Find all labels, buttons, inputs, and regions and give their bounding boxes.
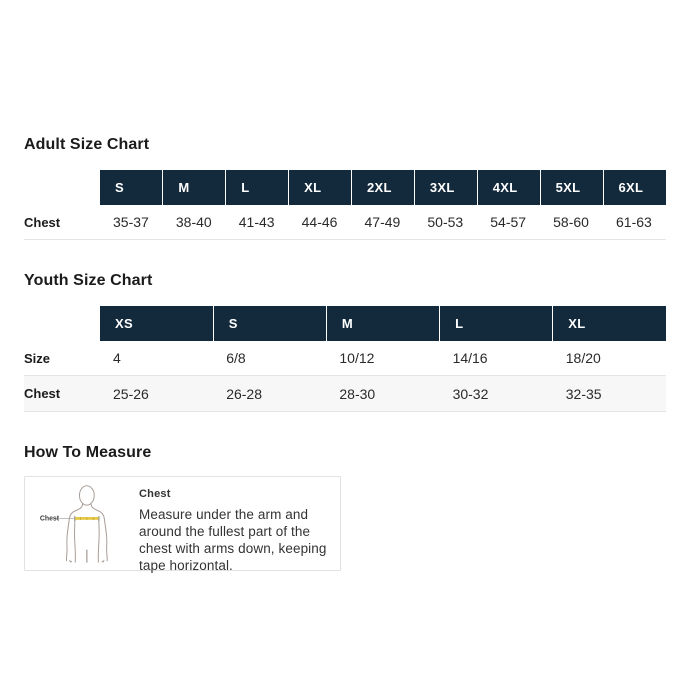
size-value-cell: 41-43 — [226, 205, 289, 240]
adult-size-table-header — [24, 170, 666, 205]
size-value-cell: 38-40 — [163, 205, 226, 240]
size-value-cell: 14/16 — [440, 341, 553, 376]
adult-size-table — [24, 170, 666, 240]
column-header-xl: XL — [289, 170, 352, 205]
size-value-cell: 35-37 — [100, 205, 163, 240]
measure-instruction-card — [24, 476, 341, 571]
column-header-2xl: 2XL — [352, 170, 415, 205]
column-header-xl: XL — [553, 306, 666, 341]
size-value-cell: 30-32 — [440, 376, 553, 412]
figure-chest-label: Chest — [39, 515, 60, 523]
size-value-cell: 44-46 — [289, 205, 352, 240]
size-value-cell: 28-30 — [326, 376, 439, 412]
column-header-xs: XS — [100, 306, 213, 341]
size-value-cell: 18/20 — [553, 341, 666, 376]
how-to-measure-title: How To Measure — [24, 444, 152, 461]
body-measurement-figure-icon — [39, 483, 131, 564]
table-row-size — [24, 341, 666, 376]
chest-tape-line — [55, 516, 100, 521]
size-value-cell: 26-28 — [213, 376, 326, 412]
youth-size-table-header — [24, 306, 666, 341]
size-value-cell: 47-49 — [352, 205, 415, 240]
column-header-5xl: 5XL — [540, 170, 603, 205]
column-header-m: M — [163, 170, 226, 205]
table-row-chest — [24, 376, 666, 412]
adult-size-chart-title: Adult Size Chart — [24, 136, 150, 153]
column-header-3xl: 3XL — [414, 170, 477, 205]
column-header-l: L — [226, 170, 289, 205]
corner-cell — [24, 170, 100, 205]
size-value-cell: 50-53 — [414, 205, 477, 240]
column-header-l: L — [440, 306, 553, 341]
size-value-cell: 32-35 — [553, 376, 666, 412]
table-row-chest — [24, 205, 666, 240]
size-value-cell: 6/8 — [213, 341, 326, 376]
size-value-cell: 10/12 — [326, 341, 439, 376]
row-label: Chest — [24, 205, 100, 240]
size-value-cell: 54-57 — [477, 205, 540, 240]
row-label: Chest — [24, 376, 100, 412]
column-header-m: M — [326, 306, 439, 341]
size-value-cell: 58-60 — [540, 205, 603, 240]
column-header-s: S — [213, 306, 326, 341]
row-label: Size — [24, 341, 100, 376]
measurement-name: Chest — [139, 488, 171, 500]
size-value-cell: 61-63 — [603, 205, 666, 240]
column-header-6xl: 6XL — [603, 170, 666, 205]
size-value-cell: 25-26 — [100, 376, 213, 412]
measurement-description: Measure under the arm and around the fullest part of the chest with arms down, keeping tape horizontal. — [139, 507, 327, 573]
measure-text-block — [131, 483, 335, 574]
youth-size-chart-title: Youth Size Chart — [24, 272, 153, 289]
size-value-cell: 4 — [100, 341, 213, 376]
column-header-4xl: 4XL — [477, 170, 540, 205]
column-header-s: S — [100, 170, 163, 205]
youth-size-table — [24, 306, 666, 412]
corner-cell — [24, 306, 100, 341]
